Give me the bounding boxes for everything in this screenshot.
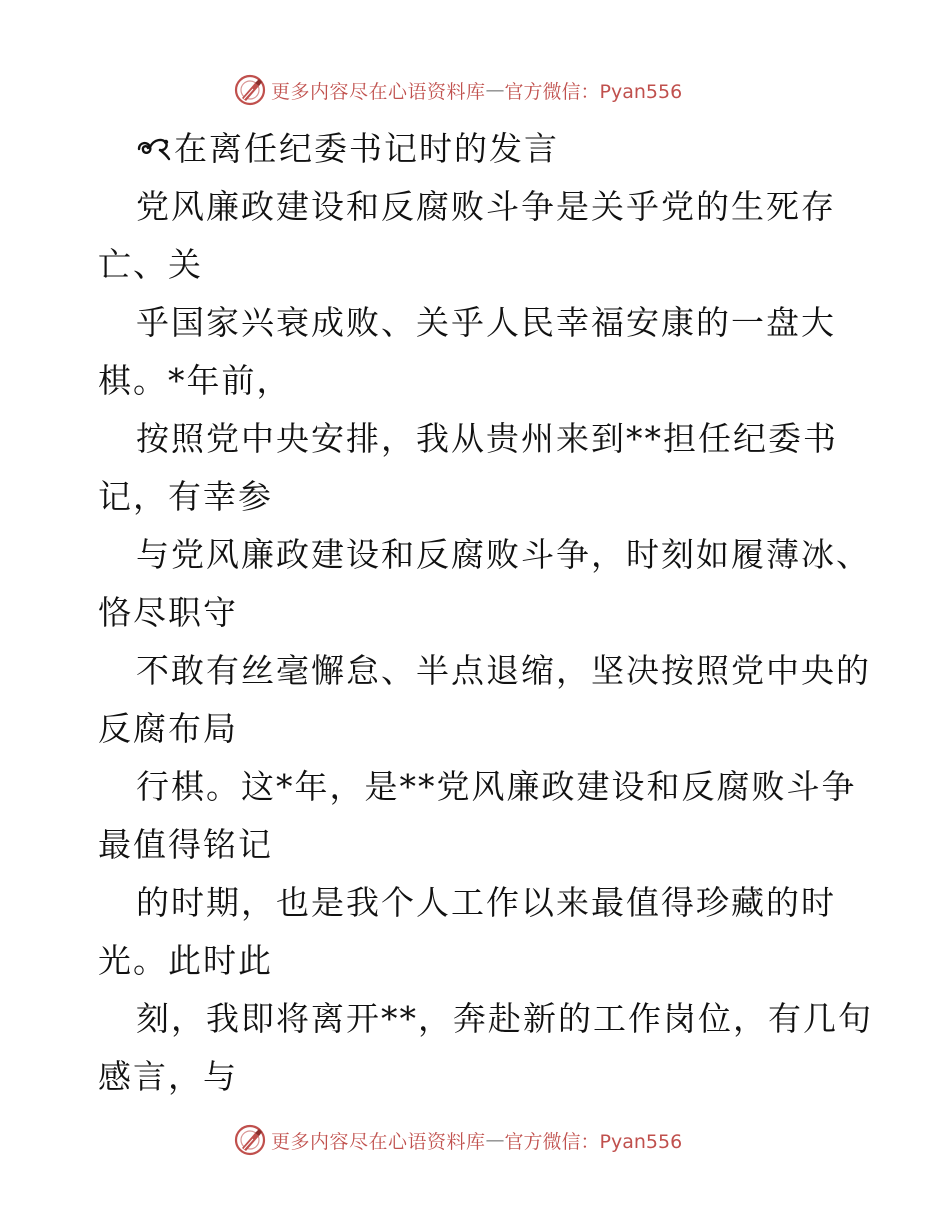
footer-watermark <box>233 1122 682 1158</box>
watermark-wechat-text: 官方微信：Pyan556 <box>504 80 683 103</box>
header-watermark <box>233 72 682 108</box>
document-title: 在离任纪委书记时的发言 <box>174 129 559 168</box>
paragraph-line: 光。此时此 <box>98 941 273 980</box>
paragraph-line: 行棋。这*年，是**党风廉政建设和反腐败斗争 <box>136 767 857 806</box>
paragraph-line: 与党风廉政建设和反腐败斗争，时刻如履薄冰、 <box>136 535 871 574</box>
paragraph-line: 亡、关 <box>98 245 203 284</box>
paragraph-line: 感言，与 <box>98 1057 238 1096</box>
watermark-wechat-text: 官方微信：Pyan556 <box>504 1130 683 1153</box>
paragraph-line: 恪尽职守 <box>98 593 238 632</box>
paragraph-line: 反腐布局 <box>98 709 238 748</box>
paragraph-line: 不敢有丝毫懈怠、半点退缩，坚决按照党中央的 <box>136 651 871 690</box>
flourish-bullet-icon <box>136 135 172 163</box>
paragraph-line: 棋。*年前， <box>98 361 292 400</box>
paragraph-line: 按照党中央安排，我从贵州来到**担任纪委书 <box>136 419 838 458</box>
watermark-dash: — <box>485 79 505 101</box>
paragraph-line: 的时期，也是我个人工作以来最值得珍藏的时 <box>136 883 836 922</box>
watermark-site-text: 更多内容尽在心语资料库 <box>271 80 486 103</box>
document-title-row <box>136 120 559 178</box>
paragraph-line: 乎国家兴衰成败、关乎人民幸福安康的一盘大 <box>136 303 836 342</box>
watermark-site-text: 更多内容尽在心语资料库 <box>271 1130 486 1153</box>
pen-nib-logo-icon <box>233 1123 267 1157</box>
paragraph-line: 记，有幸参 <box>98 477 273 516</box>
paragraph-line: 党风廉政建设和反腐败斗争是关乎党的生死存 <box>136 187 836 226</box>
paragraph-line: 最值得铭记 <box>98 825 273 864</box>
pen-nib-logo-icon <box>233 73 267 107</box>
paragraph-line: 刻，我即将离开**，奔赴新的工作岗位，有几句 <box>136 999 873 1038</box>
watermark-dash: — <box>485 1129 505 1151</box>
